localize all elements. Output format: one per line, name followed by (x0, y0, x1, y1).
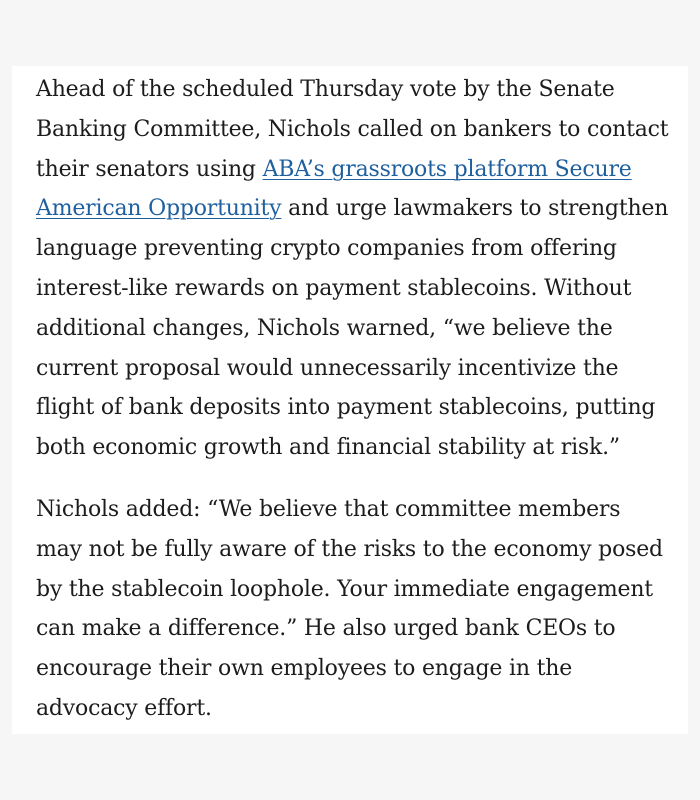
paragraph-text: Ahead of the scheduled Thursday vote by the Senate Banking Committee, Nichols called on bankers to contact their senators using (36, 77, 669, 182)
secure-american-opportunity-link[interactable]: ABA’s grassroots platform Secure American Opportunity (36, 156, 632, 222)
article-body (36, 70, 670, 751)
paragraph-text: Nichols added: “We believe that committee members may not be fully aware of the risks to the economy posed by the stablecoin loophole. Your immediate engagement can make a difference.” He also urged bank CEOs to encourage their own employees to engage in the advocacy effort. (36, 496, 663, 721)
article-paragraph (36, 490, 670, 729)
paragraph-text: and urge lawmakers to strengthen language preventing crypto companies from offering interest-like rewards on payment stablecoins. Without additional changes, Nichols warned, “we believe the current proposal would unnecessarily incentivize the flight of bank deposits into payment stablecoins, putting both economic growth and financial stability at risk.” (36, 196, 669, 461)
article-paragraph (36, 70, 670, 468)
article-card (12, 66, 688, 734)
